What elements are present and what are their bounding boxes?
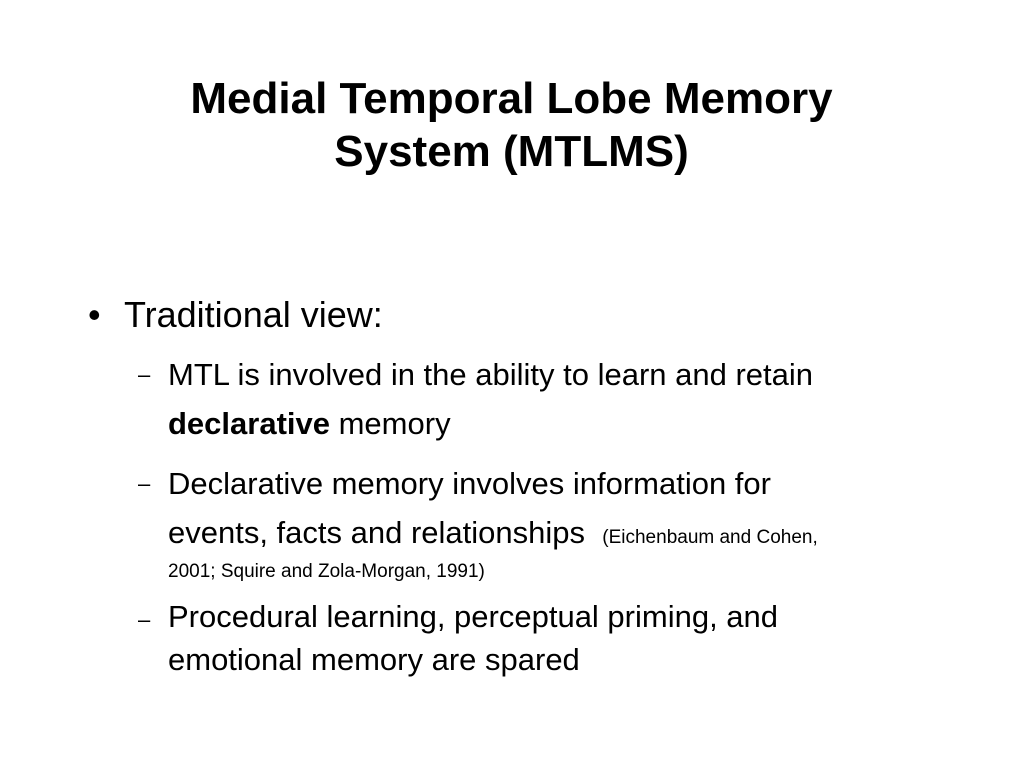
sub-bullet-text	[168, 595, 948, 681]
slide-title	[60, 72, 963, 178]
title-line-2: System (MTLMS)	[334, 127, 689, 176]
sub-bullet-marker: –	[138, 471, 151, 496]
sub-bullet-text	[168, 459, 948, 587]
sub-bullet-line-1: MTL is involved in the ability to learn and retain	[168, 357, 814, 392]
citation-part-1: (Eichenbaum and Cohen,	[602, 527, 818, 548]
sub-bullet-line-2	[168, 508, 948, 557]
bullet-marker: •	[88, 294, 101, 335]
bold-term-declarative: declarative	[168, 406, 330, 441]
sub-bullet-line-2	[168, 399, 948, 448]
sub-bullet-text	[168, 350, 948, 448]
sub-bullet-line-2-text: events, facts and relationships	[168, 515, 586, 550]
sub-bullet-line-2: emotional memory are spared	[168, 642, 580, 677]
sub-bullet-marker: –	[138, 362, 151, 387]
bullet-text: Traditional view:	[124, 294, 383, 335]
sub-bullet-line-2-rest: memory	[330, 406, 451, 441]
sub-bullet-marker: –	[138, 607, 151, 632]
citation-part-2: 2001; Squire and Zola-Morgan, 1991)	[168, 561, 485, 582]
title-line-1: Medial Temporal Lobe Memory	[190, 74, 833, 123]
sub-bullet-line-1: Declarative memory involves information for	[168, 466, 771, 501]
sub-bullet-line-1: Procedural learning, perceptual priming, and	[168, 599, 779, 634]
